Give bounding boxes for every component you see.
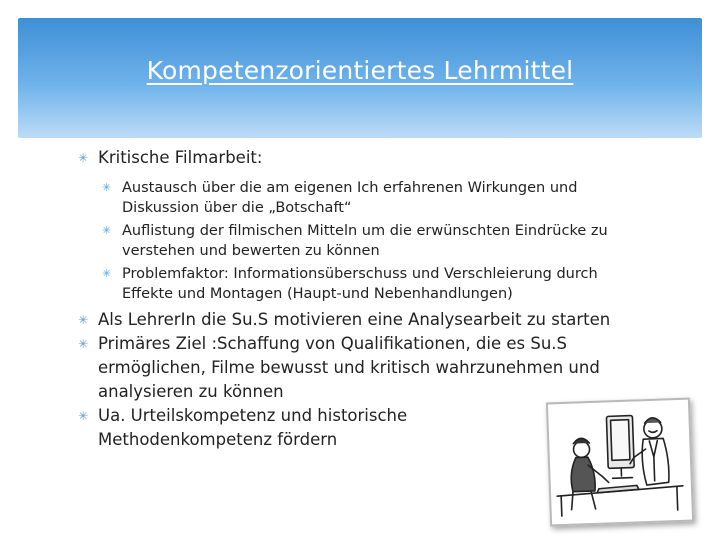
bullet-item bbox=[78, 308, 648, 332]
bullet-text: Als LehrerIn die Su.S motivieren eine Analysearbeit zu starten bbox=[98, 310, 611, 329]
asterisk-bullet-icon: ✳ bbox=[78, 337, 89, 351]
sub-bullet-text: Auflistung der filmischen Mitteln um die erwünschten Eindrücke zu verstehen und bewerten zu können bbox=[122, 223, 608, 259]
illustration-frame bbox=[546, 398, 694, 527]
bullet-item bbox=[78, 332, 648, 404]
sub-bullet-list bbox=[78, 176, 648, 304]
asterisk-bullet-icon: ✳ bbox=[102, 181, 112, 194]
slide-title: Kompetenzorientiertes Lehrmittel bbox=[146, 56, 574, 85]
asterisk-bullet-icon: ✳ bbox=[78, 313, 89, 327]
asterisk-bullet-icon: ✳ bbox=[102, 224, 112, 237]
sub-bullet-item bbox=[78, 219, 648, 261]
bullet-text: Primäres Ziel :Schaffung von Qualifikationen, die es Su.S ermöglichen, Filme bewusst und kritisch wahrzunehmen und analysieren zu können bbox=[98, 334, 600, 401]
asterisk-bullet-icon: ✳ bbox=[78, 151, 89, 165]
computer-lab-sketch-icon bbox=[548, 400, 688, 521]
bullet-text: Kritische Filmarbeit: bbox=[98, 148, 263, 167]
asterisk-bullet-icon: ✳ bbox=[78, 409, 89, 423]
bullet-item bbox=[78, 404, 468, 452]
bullet-text: Ua. Urteilskompetenz und historische Methodenkompetenz fördern bbox=[98, 406, 408, 449]
sub-bullet-text: Problemfaktor: Informationsüberschuss und Verschleierung durch Effekte und Montagen (Haupt-und Nebenhandlungen) bbox=[122, 266, 598, 302]
asterisk-bullet-icon: ✳ bbox=[102, 267, 112, 280]
sub-bullet-item bbox=[78, 262, 648, 304]
sub-bullet-item bbox=[78, 176, 648, 218]
bullet-item bbox=[78, 146, 648, 170]
sub-bullet-text: Austausch über die am eigenen Ich erfahrenen Wirkungen und Diskussion über die „Botschaft“ bbox=[122, 180, 578, 216]
